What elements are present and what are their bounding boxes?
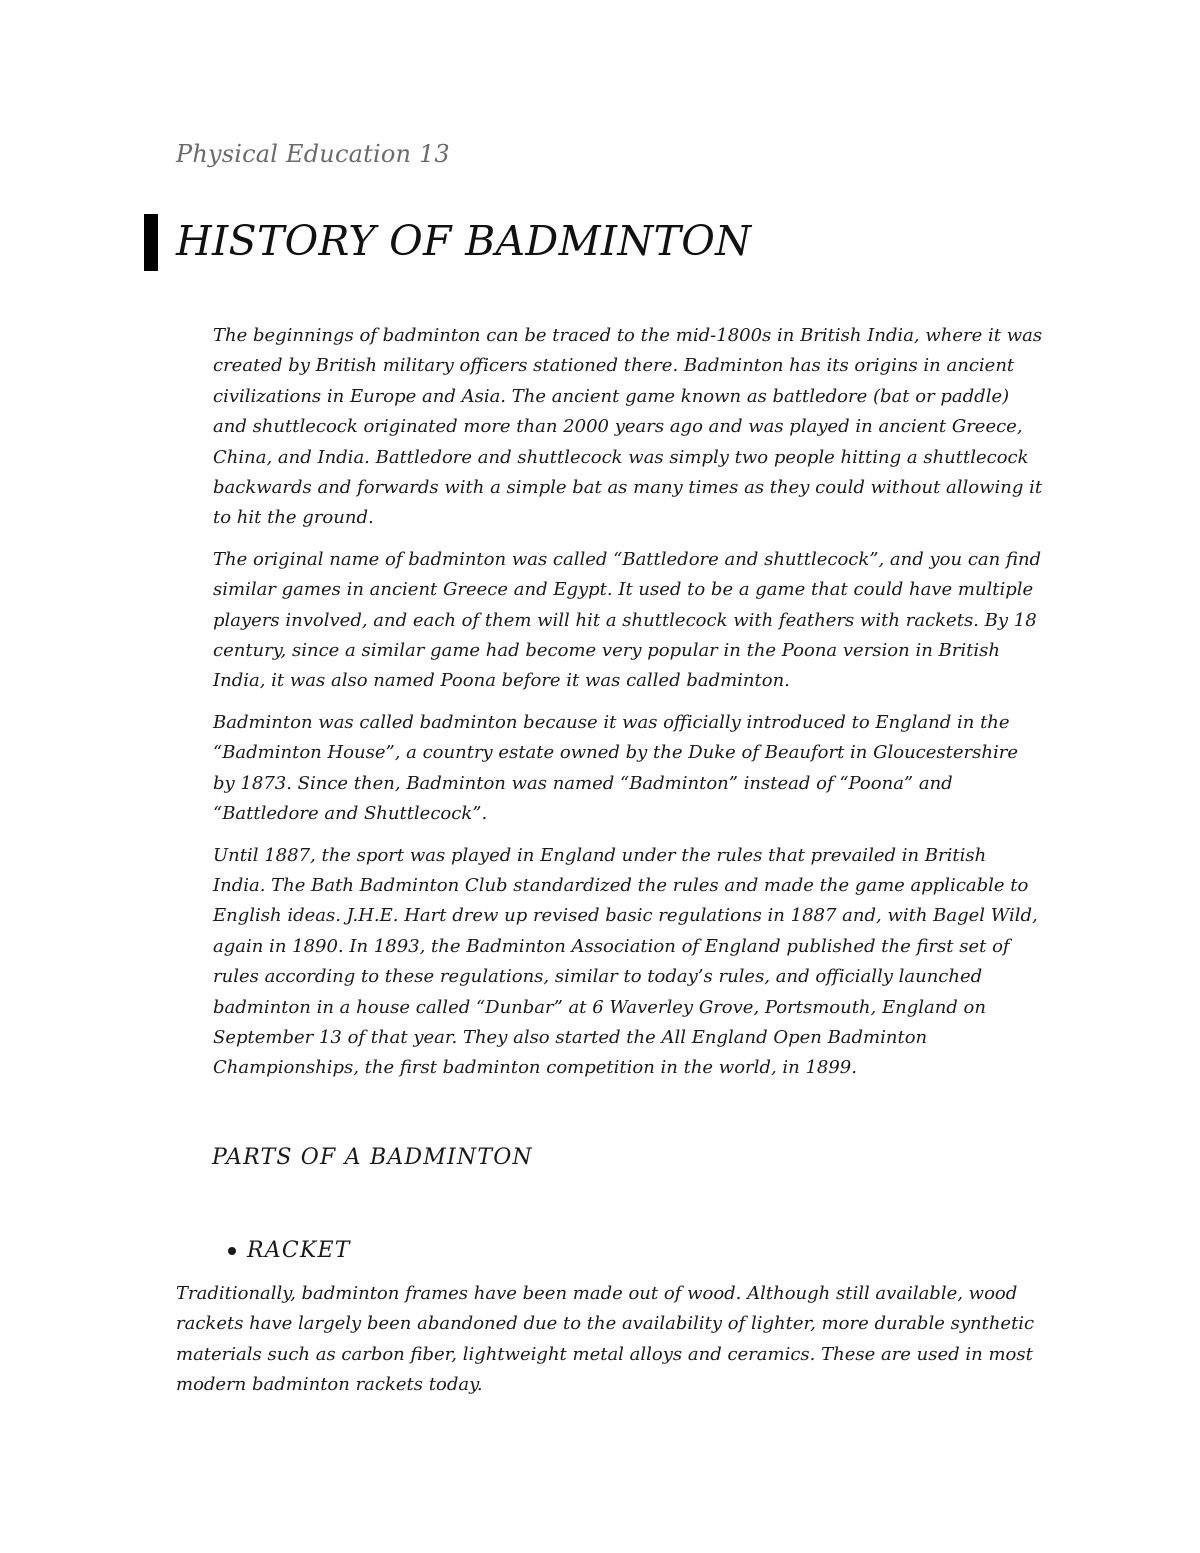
course-subtitle: Physical Education 13 — [176, 140, 450, 168]
bullet-icon — [228, 1247, 236, 1255]
history-body — [213, 321, 1043, 1095]
racket-body — [176, 1279, 1046, 1412]
bullet-label: RACKET — [247, 1238, 351, 1263]
history-paragraph-1: The beginnings of badminton can be traced to the mid-1800s in British India, where it was created by British military officers stationed there. Badminton has its origins in ancient civilizations in Europe and Asia. The ancient game known as battledore (bat or paddle) and shuttlecock originated more than 2000 years ago and was played in ancient Greece, China, and India. Battledore and shuttlecock was simply two people hitting a shuttlecock backwards and forwards with a simple bat as many times as they could without allowing it to hit the ground. — [213, 325, 1043, 529]
history-paragraph-4: Until 1887, the sport was played in England under the rules that prevailed in British India. The Bath Badminton Club standardized the rules and made the game applicable to English ideas. J.H.E. Hart drew up revised basic regulations in 1887 and, with Bagel Wild, again in 1890. In 1893, the Badminton Association of England published the first set of rules according to these regulations, similar to today’s rules, and officially launched badminton in a house called “Dunbar” at 6 Waverley Grove, Portsmouth, England on September 13 of that year. They also started the All England Open Badminton Championships, the first badminton competition in the world, in 1899. — [213, 844, 1038, 1079]
title-accent-bar — [144, 214, 158, 271]
racket-paragraph: Traditionally, badminton frames have been made out of wood. Although still available, wood rackets have largely been abandoned due to the availability of lighter, more durable synthetic materials such as carbon fiber, lightweight metal alloys and ceramics. These are used in most modern badminton rackets today. — [176, 1283, 1035, 1396]
history-paragraph-2: The original name of badminton was called “Battledore and shuttlecock”, and you can find similar games in ancient Greece and Egypt. It used to be a game that could have multiple players involved, and each of them will hit a shuttlecock with feathers with rackets. By 18 century, since a similar game had become very popular in the Poona version in British India, it was also named Poona before it was called badminton. — [213, 548, 1042, 692]
page-title: HISTORY OF BADMINTON — [176, 217, 752, 265]
history-paragraph-3: Badminton was called badminton because it was officially introduced to England in the “Badminton House”, a country estate owned by the Duke of Beaufort in Gloucestershire by 1873. Since then, Badminton was named “Badminton” instead of “Poona” and “Battledore and Shuttlecock”. — [213, 711, 1018, 825]
section-heading: PARTS OF A BADMINTON — [212, 1145, 533, 1170]
bullet-item-racket — [228, 1238, 351, 1263]
